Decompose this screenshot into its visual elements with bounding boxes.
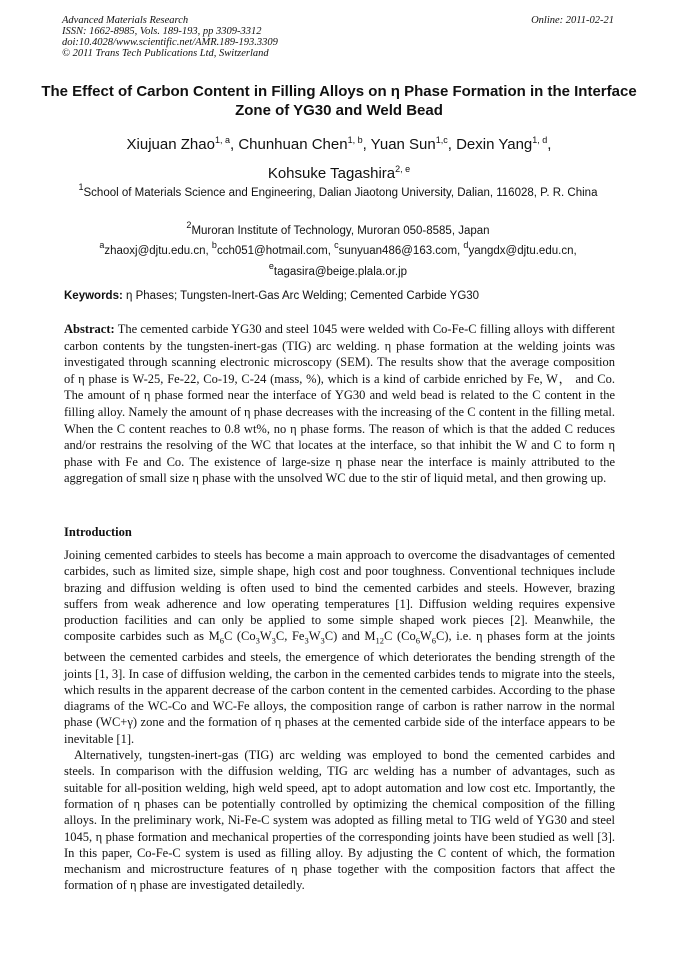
- copyright-line: © 2011 Trans Tech Publications Ltd, Switzerland: [62, 48, 269, 59]
- paper-title: The Effect of Carbon Content in Filling Alloys on η Phase Formation in the Interface Zone of YG30 and Weld Bead: [41, 83, 637, 119]
- section-heading-introduction: Introduction: [64, 525, 132, 539]
- author-list: [40, 128, 638, 186]
- author-sup: 1, d: [532, 135, 548, 145]
- author-sup: 1,c: [435, 135, 448, 145]
- journal-name: Advanced Materials Research: [62, 15, 189, 26]
- online-date: Online: 2011-02-21: [531, 15, 614, 26]
- keywords: [64, 289, 616, 304]
- author-name: Kohsuke Tagashira: [267, 165, 396, 182]
- abstract: [64, 321, 615, 487]
- affiliation-2: $^2$Muroran Institute of Technology, Muroran 050-8585, Japan: [186, 220, 490, 237]
- email-list: $^a$zhaoxj@djtu.edu.cn, $^b$cch051@hotmail.com, $^c$sunyuan486@163.com, $^d$yangdx@djtu.edu.cn, $^e$tagasira@beige.plala.or.jp: [99, 240, 577, 278]
- author-sup: 1, b: [347, 135, 363, 145]
- introduction-body: [64, 547, 615, 894]
- doi-line[interactable]: doi:10.4028/www.scientific.net/AMR.189-193.3309: [62, 37, 278, 48]
- keywords-label: Keywords:: [64, 290, 123, 302]
- email-link[interactable]: sunyuan486@163.com: [338, 245, 458, 257]
- author-line-1: Xiujuan Zhao$^{1, a}$, Chunhuan Chen$^{1, b}$, Yuan Sun$^{1,c}$, Dexin Yang$^{1, d}$,: [126, 135, 552, 153]
- intro-paragraph-1: Joining cemented carbides to steels has become a main approach to overcome the disadvantages of cemented carbides, such as limited size, simple shape, high cost and poor toughness. Conventional techniques include brazing and diffusion welding is often used to bind the cemented carbides and steels. However, brazing suffers from weak adherence and low operating temperatures [1]. Diffusion welding requires expensive production facilities and can only be applied to some simple shaped work pieces [2]. Meanwhile, the composite carbides such as $M_6C$ ($Co_3W_3C$, $Fe_3W_3C$) and $M_{12}C$ $(Co_6W_6C)$, i.e. η phases form at the joints between the cemented carbides and steels, the emergence of which deteriorates the bending strength of the joints [1, 3]. In case of diffusion welding, the carbon in the cemented carbides tends to migrate into the steels, which results in the apparent decrease of the carbon content in the cemented carbides. According to the phase diagrams of the WC-Co and WC-Fe alloys, the composition range of carbon is rather narrow in the normal phase (WC+γ) zone and the formation of η phases at the cemented carbide side of the interface appears to be inevitable [1].: [64, 548, 616, 746]
- author-name: Dexin Yang: [456, 136, 533, 153]
- abstract-label: Abstract:: [64, 322, 115, 336]
- author-sup: 1, a: [214, 135, 230, 145]
- intro-paragraph-2: Alternatively, tungsten-inert-gas (TIG) arc welding was employed to bond the cemented carbides and steels. In comparison with the diffusion welding, TIG arc welding has a number of advantages, such as suitable for all-position welding, high weld speed, apt to adopt automation and low cost etc. Importantly, the formation of η phases can be potentially controlled by optimizing the chemical composition of the filling alloys. In the preliminary work, Ni-Fe-C system was adopted as filling metal to TIG weld of YG30 and steel 1045, η phase formation and mechanical properties of the corresponding joints have been studied as well [3]. In this paper, Co-Fe-C system is used as filling alloy. By adjusting the C content of which, the formation mechanism and microstructure features of η phase together with the composition factors that affect the formation of η phase are investigated detailedly.: [64, 748, 615, 893]
- journal-header: [62, 15, 614, 59]
- email-link[interactable]: tagasira@beige.plala.or.jp: [273, 266, 408, 278]
- author-name: Xiujuan Zhao: [126, 136, 215, 153]
- email-link[interactable]: yangdx@djtu.edu.cn: [468, 245, 574, 257]
- author-sup: 2, e: [395, 164, 411, 174]
- author-name: Chunhuan Chen: [238, 136, 348, 153]
- issn-line: ISSN: 1662-8985, Vols. 189-193, pp 3309-3312: [62, 26, 262, 37]
- affiliation-1: $^1$School of Materials Science and Engineering, Dalian Jiaotong University, Dalian, 116028, P. R. China: [78, 182, 598, 199]
- author-name: Yuan Sun: [370, 136, 436, 153]
- carbide-formula: $M_6C$ ($Co_3W_3C$, $Fe_3W_3C$) and $M_{12}C$ $(Co_6W_6C)$: [208, 629, 449, 646]
- email-link[interactable]: zhaoxj@djtu.edu.cn: [104, 245, 206, 257]
- email-link[interactable]: cch051@hotmail.com: [216, 245, 328, 257]
- keywords-text: η Phases; Tungsten-Inert-Gas Arc Welding; Cemented Carbide YG30: [126, 290, 480, 302]
- abstract-text: The cemented carbide YG30 and steel 1045 were welded with Co-Fe-C filling alloys with different carbon contents by the tungsten-inert-gas (TIG) arc welding. η phase formation at the welding joints was investigated through scanning electronic microscopy (SEM). The results show that the average composition of η phase is W-25, Fe-22, Co-19, C-24 (mass, %), which is a kind of carbide enriched by Fe, W， and Co. The amount of η phase formed near the interface of YG30 and weld bead is related to the C content in the filling alloy. Namely the amount of η phase decreases with the increasing of the C content in the filling metal. When the C content reaches to 0.8 wt%, no η phase forms. The reason of which is that the added C reduces and/or restrains the resolving of the WC that locates at the interface, so that inhibit the W and C to form η phase with Fe and Co. The existence of large-size η phase near the interface is mainly attributed to the aggregation of small size η phase with the unsolved WC due to the stir of liquid metal, and then growing up.: [64, 322, 615, 486]
